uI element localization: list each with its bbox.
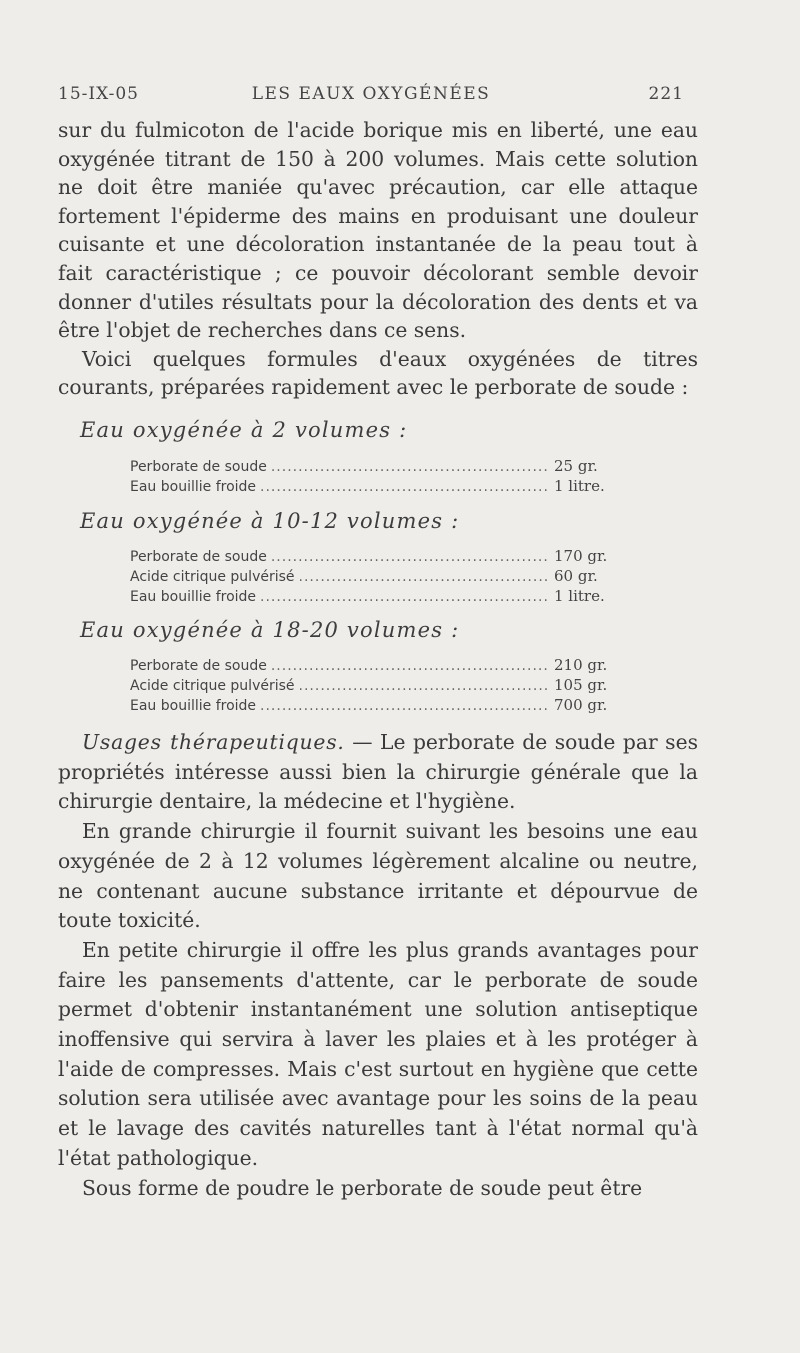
leader-dots xyxy=(260,588,550,607)
header-date: 15-IX-05 xyxy=(58,84,139,104)
ingredient-name: Acide citrique pulvérisé xyxy=(130,569,295,585)
recipe-row xyxy=(130,696,640,716)
intro-paragraph: Voici quelques formules d'eaux oxygénées de titres courants, préparées rapidement avec le perborate de soude : xyxy=(58,346,698,400)
usages-intro-text: — Le perborate de soude par ses propriétés intéresse aussi bien la chirurgie générale que la chirurgie dentaire, la médecine et l'hygiène. xyxy=(58,730,699,814)
recipe-list xyxy=(130,547,640,607)
leader-dots xyxy=(299,568,550,587)
ingredient-quantity: 1 litre. xyxy=(554,477,605,495)
leader-dots xyxy=(260,697,550,716)
ingredient-name: Eau bouillie froide xyxy=(130,698,257,714)
usages-paragraph: Sous forme de poudre le perborate de soude peut être xyxy=(82,1175,643,1200)
recipe-row xyxy=(130,547,640,567)
leader-dots xyxy=(271,657,550,676)
leader-dots xyxy=(260,478,550,497)
usages-paragraph xyxy=(58,728,698,817)
running-head xyxy=(58,84,684,110)
ingredient-name: Perborate de soude xyxy=(130,459,267,475)
formula-title: Eau oxygénée à 2 volumes : xyxy=(80,418,408,442)
ingredient-name: Eau bouillie froide xyxy=(130,479,257,495)
formula-title: Eau oxygénée à 18-20 volumes : xyxy=(80,618,460,642)
ingredient-quantity: 60 gr. xyxy=(554,567,598,585)
recipe-list xyxy=(130,457,640,497)
recipe-row xyxy=(130,567,640,587)
formula-title: Eau oxygénée à 10-12 volumes : xyxy=(80,509,460,533)
usages-paragraph: En grande chirurgie il fournit suivant les besoins une eau oxygénée de 2 à 12 volumes légèrement alcaline ou neutre, ne contenant aucune substance irritante et dépourvue de toute toxicité. xyxy=(58,819,698,933)
recipe-row xyxy=(130,457,640,477)
leader-dots xyxy=(299,677,550,696)
page-number: 221 xyxy=(648,84,684,104)
ingredient-name: Acide citrique pulvérisé xyxy=(130,678,295,694)
ingredient-quantity: 700 gr. xyxy=(554,696,608,714)
header-title: LES EAUX OXYGÉNÉES xyxy=(251,84,491,104)
ingredient-quantity: 105 gr. xyxy=(554,676,608,694)
ingredient-quantity: 210 gr. xyxy=(554,656,608,674)
intro-text xyxy=(58,116,698,402)
ingredient-quantity: 170 gr. xyxy=(554,547,608,565)
ingredient-quantity: 1 litre. xyxy=(554,587,605,605)
usages-section xyxy=(58,728,698,1203)
recipe-row xyxy=(130,587,640,607)
section-title: Usages thérapeutiques. xyxy=(82,730,345,754)
ingredient-name: Eau bouillie froide xyxy=(130,589,257,605)
intro-paragraph: sur du fulmicoton de l'acide borique mis en liberté, une eau oxygénée titrant de 150 à 200 volumes. Mais cette solution ne doit être maniée qu'avec précaution, car elle attaque fortement l'épiderme des mains en produisant une douleur cuisante et une décoloration instantanée de la peau tout à fait caractéristique ; ce pouvoir décolorant semble devoir donner d'utiles résultats pour la décoloration des dents et va être l'objet de recherches dans ce sens. xyxy=(58,118,698,343)
recipe-row xyxy=(130,477,640,497)
recipe-row xyxy=(130,656,640,676)
leader-dots xyxy=(271,548,550,567)
ingredient-name: Perborate de soude xyxy=(130,658,267,674)
recipe-row xyxy=(130,676,640,696)
usages-paragraph: En petite chirurgie il offre les plus grands avantages pour faire les pansements d'attente, car le perborate de soude permet d'obtenir instantanément une solution antiseptique inoffensive qui servira à laver les plaies et à les protéger à l'aide de compresses. Mais c'est surtout en hygiène que cette solution sera utilisée avec avantage pour les soins de la peau et le lavage des cavités naturelles tant à l'état normal qu'à l'état pathologique. xyxy=(58,937,698,1170)
leader-dots xyxy=(271,458,550,477)
ingredient-quantity: 25 gr. xyxy=(554,457,598,475)
ingredient-name: Perborate de soude xyxy=(130,549,267,565)
recipe-list xyxy=(130,656,640,716)
